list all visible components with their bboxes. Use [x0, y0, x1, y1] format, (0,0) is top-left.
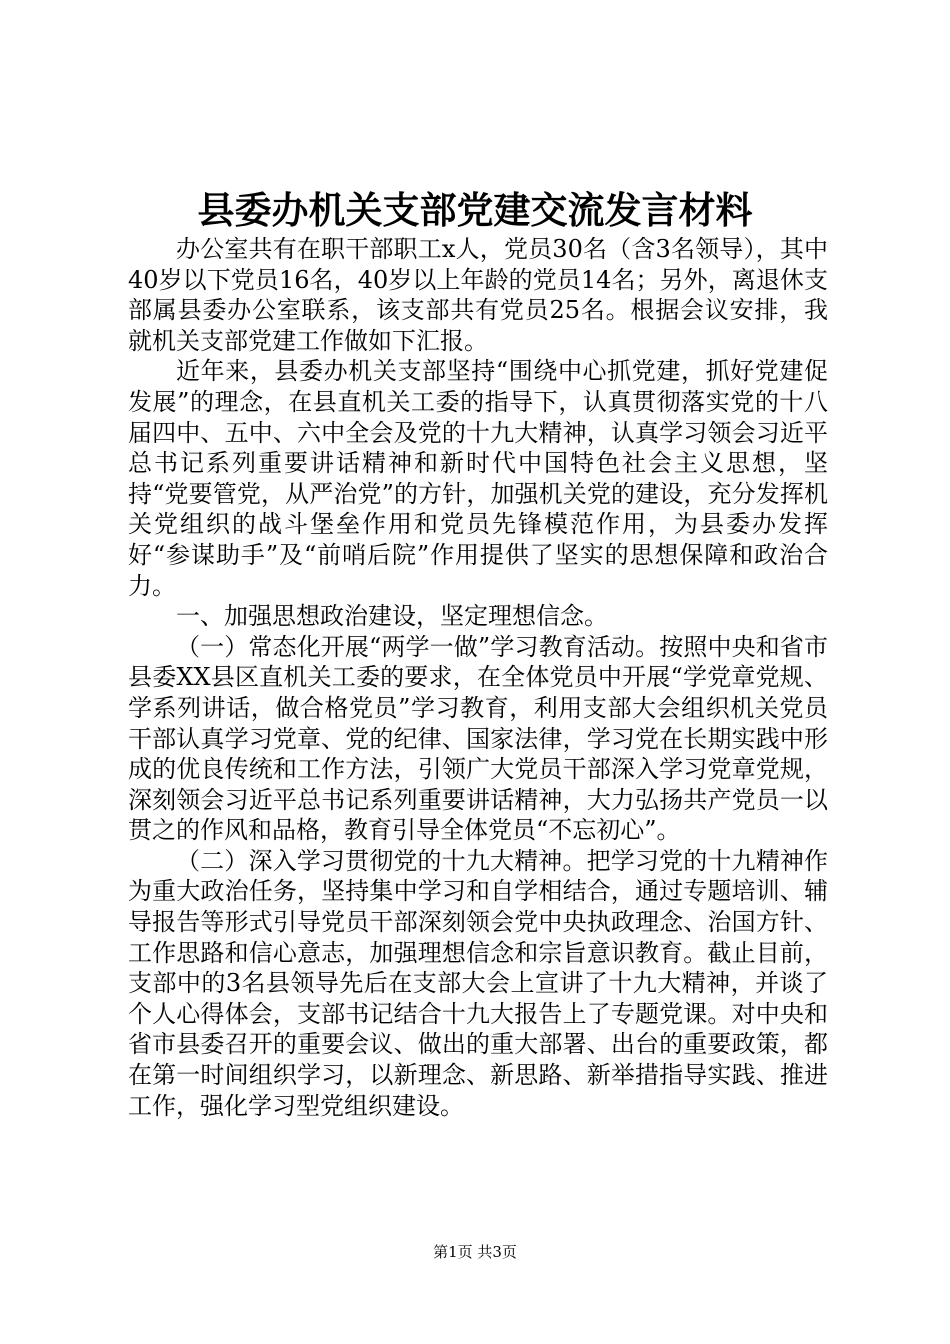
paragraph-subsection-1: （一）常态化开展“两学一做”学习教育活动。按照中央和省市县委XX县区直机关工委的要求，在全体党员中开展“学党章党规、学系列讲话，做合格党员”学习教育，利用支部大会组织机关党员干部认真学习党章、党的纪律、国家法律，学习党在长期实践中形成的优良传统和工作方法，引领广大党员干部深入学习党章党规，深刻领会习近平总书记系列重要讲话精神，大力弘扬共产党员一以贯之的作风和品格，教育引导全体党员“不忘初心”。 — [128, 632, 828, 845]
document-title: 县委办机关支部党建交流发言材料 — [197, 188, 753, 232]
paragraph-overview: 近年来，县委办机关支部坚持“围绕中心抓党建，抓好党建促发展”的理念，在县直机关工委的指导下，认真贯彻落实党的十八届四中、五中、六中全会及党的十九大精神，认真学习领会习近平总书记系列重要讲话精神和新时代中国特色社会主义思想，坚持“党要管党，从严治党”的方针，加强机关党的建设，充分发挥机关党组织的战斗堡垒作用和党员先锋模范作用，为县委办发挥好“参谋助手”及“前哨后院”作用提供了坚实的思想保障和政治合力。 — [128, 357, 828, 600]
paragraph-subsection-2: （二）深入学习贯彻党的十九大精神。把学习党的十九精神作为重大政治任务，坚持集中学习和自学相结合，通过专题培训、辅导报告等形式引导党员干部深刻领会党中央执政理念、治国方针、工作思路和信心意志，加强理想信念和宗旨意识教育。截止目前，支部中的3名县领导先后在支部大会上宣讲了十九大精神，并谈了个人心得体会，支部书记结合十九大报告上了专题党课。对中央和省市县委召开的重要会议、做出的重大部署、出台的重要政策，都在第一时间组织学习，以新理念、新思路、新举措指导实践、推进工作，强化学习型党组织建设。 — [128, 846, 828, 1120]
section-heading-1: 一、加强思想政治建设，坚定理想信念。 — [176, 602, 608, 631]
document-body — [128, 234, 828, 1121]
page-number-footer: 第1页 共3页 — [433, 1243, 517, 1261]
paragraph-intro: 办公室共有在职干部职工x人，党员30名（含3名领导），其中40岁以下党员16名，40岁以上年龄的党员14名；另外，离退休支部属县委办公室联系，该支部共有党员25名。根据会议安排，我就机关支部党建工作做如下汇报。 — [128, 235, 828, 355]
